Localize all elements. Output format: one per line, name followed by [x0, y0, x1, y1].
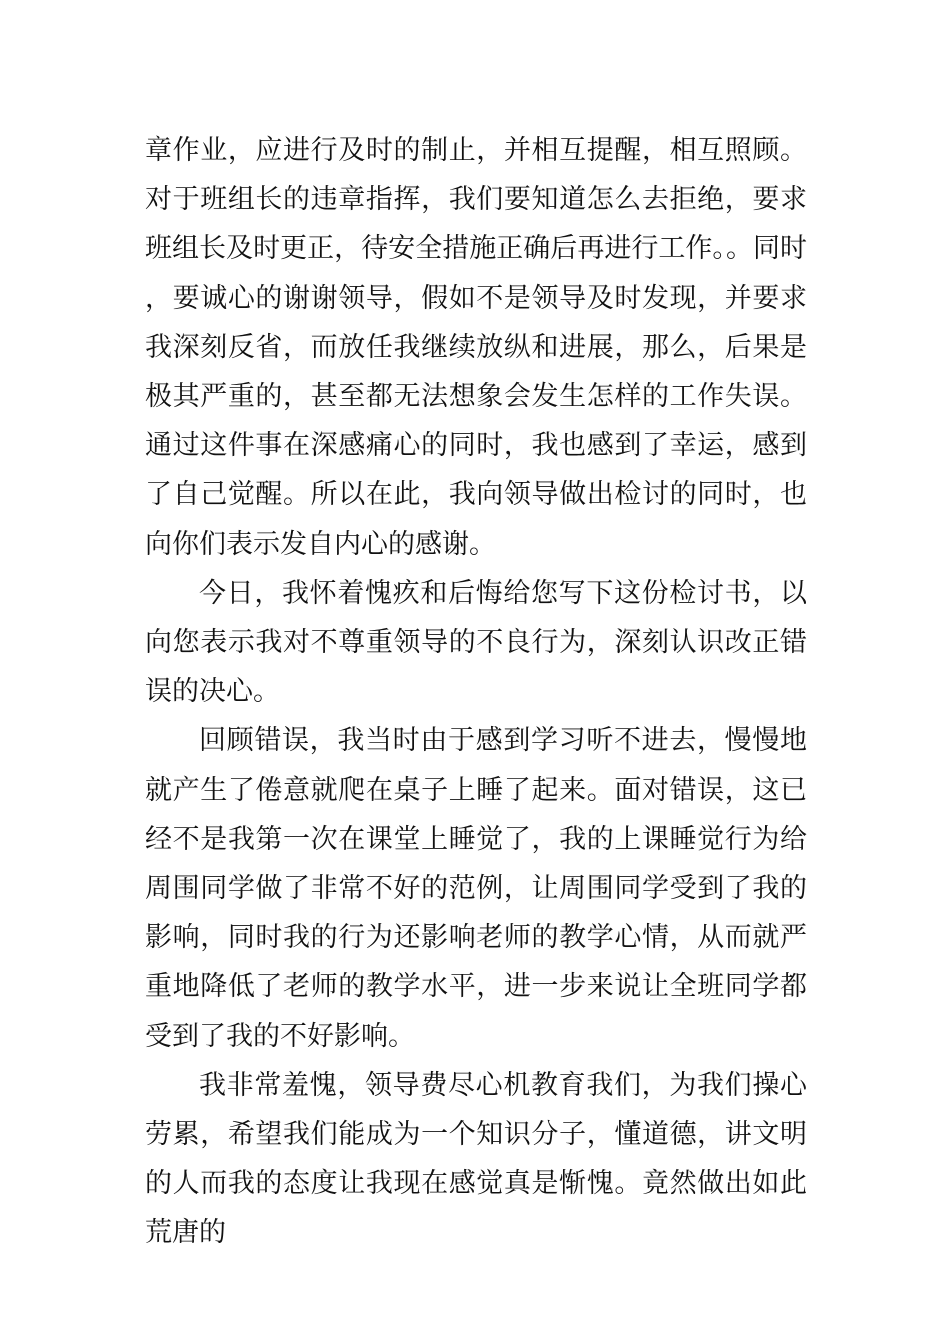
- paragraph-review-mistake: 回顾错误，我当时由于感到学习听不进去，慢慢地就产生了倦意就爬在桌子上睡了起来。面对错误，这已经不是我第一次在课堂上睡觉了，我的上课睡觉行为给周围同学做了非常不好的范例，让周围同学受到了我的影响，同时我的行为还影响老师的教学心情，从而就严重地降低了老师的教学水平，进一步来说让全班同学都受到了我的不好影响。: [145, 725, 807, 1052]
- paragraph-continuation: 章作业，应进行及时的制止，并相互提醒，相互照顾。对于班组长的违章指挥，我们要知道怎么去拒绝，要求班组长及时更正，待安全措施正确后再进行工作。。同时，要诚心的谢谢领导，假如不是领导及时发现，并要求我深刻反省，而放任我继续放纵和进展，那么，后果是极其严重的，甚至都无法想象会发生怎样的工作失误。通过这件事在深感痛心的同时，我也感到了幸运，感到了自己觉醒。所以在此，我向领导做出检讨的同时，也向你们表示发自内心的感谢。: [145, 135, 807, 560]
- paragraph-remorse: 我非常羞愧，领导费尽心机教育我们，为我们操心劳累，希望我们能成为一个知识分子，懂道德，讲文明的人而我的态度让我现在感觉真是惭愧。竟然做出如此荒唐的: [145, 1069, 807, 1249]
- paragraph-apology-intro: 今日，我怀着愧疚和后悔给您写下这份检讨书，以向您表示我对不尊重领导的不良行为，深刻认识改正错误的决心。: [145, 577, 807, 708]
- document-body: [145, 126, 807, 1258]
